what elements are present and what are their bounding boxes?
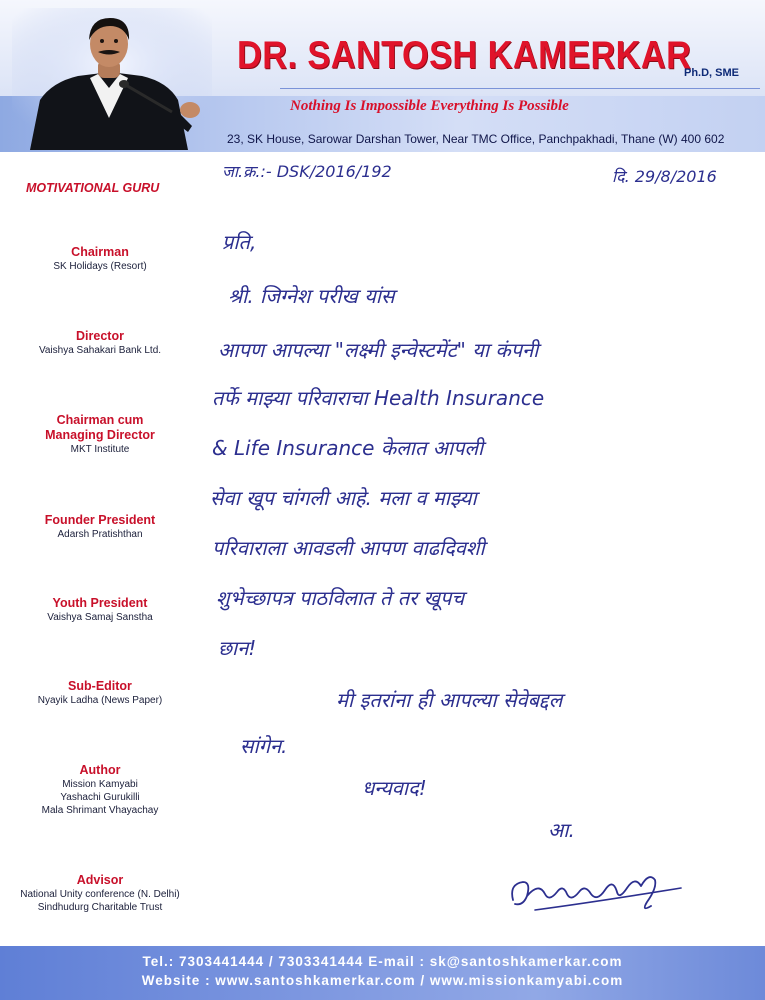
role-org: Nyayik Ladha (News Paper) <box>37 695 163 706</box>
letter-thanks: धन्यवाद! <box>362 776 427 800</box>
letterhead-footer <box>0 946 765 1000</box>
role-org: Vaishya Sahakari Bank Ltd. <box>38 345 162 356</box>
role-title: Author <box>79 763 121 777</box>
letterhead-degree: Ph.D, SME <box>684 67 740 79</box>
role-title: Advisor <box>76 873 124 887</box>
role-managing-director <box>0 413 205 456</box>
letter-body-line: मी इतरांना ही आपल्या सेवेबद्दल <box>336 688 563 712</box>
handwritten-signature <box>505 862 685 918</box>
role-title: Chairman <box>71 245 129 259</box>
role-advisor <box>0 873 205 914</box>
letter-body-line: छान! <box>218 636 257 660</box>
role-org: MKT Institute <box>70 444 130 455</box>
role-title: Director <box>76 329 124 343</box>
role-sub-editor <box>0 679 205 707</box>
letter-body-line: सांगेन. <box>240 734 288 758</box>
role-org: SK Holidays (Resort) <box>53 261 147 272</box>
role-title: Sub-Editor <box>68 679 132 693</box>
footer-contact-line: Tel.: 7303441444 / 7303341444 E-mail : sk@santoshkamerkar.com <box>142 954 623 969</box>
letter-body-line: & Life Insurance केलात आपली <box>212 436 484 460</box>
book-title: Mission Kamyabi <box>62 779 138 790</box>
letter-body-line: शुभेच्छापत्र पाठविलात ते तर खूपच <box>216 586 465 610</box>
letterhead-address: 23, SK House, Sarowar Darshan Tower, Near TMC Office, Panchpakhadi, Thane (W) 400 602 <box>227 132 725 146</box>
credentials-sidebar <box>0 160 200 940</box>
letter-body-line: सेवा खूप चांगली आहे. मला व माझ्या <box>210 486 477 510</box>
role-org: Sindhudurg Charitable Trust <box>37 902 163 913</box>
role-title: Youth President <box>52 596 148 610</box>
role-title-line2: Managing Director <box>45 428 155 442</box>
role-title: Chairman cum <box>56 413 144 427</box>
letterhead-header <box>0 0 765 152</box>
role-title: Founder President <box>44 513 156 527</box>
role-founder-president <box>0 513 205 541</box>
speaker-portrait-image <box>12 8 212 150</box>
letterhead-tagline: Nothing Is Impossible Everything Is Possible <box>290 98 569 114</box>
letter-date: दि. 29/8/2016 <box>612 167 717 186</box>
letter-body-line: परिवाराला आवडली आपण वाढदिवशी <box>212 536 485 560</box>
letter-body-line: तर्फे माझ्या परिवाराचा Health Insurance <box>212 386 545 410</box>
sidebar-heading: MOTIVATIONAL GURU <box>26 181 160 195</box>
role-director <box>0 329 205 357</box>
letter-recipient: श्री. जिग्नेश परीख यांस <box>228 284 395 308</box>
role-youth-president <box>0 596 205 624</box>
book-title: Yashachi Gurukilli <box>60 792 140 803</box>
book-title: Mala Shrimant Vhayachay <box>41 805 159 816</box>
role-chairman <box>0 245 205 273</box>
role-author <box>0 763 205 817</box>
letter-salutation: प्रति, <box>222 230 257 254</box>
role-org: Vaishya Samaj Sanstha <box>47 612 153 623</box>
letter-closing: आ. <box>548 818 575 842</box>
header-divider <box>280 88 760 89</box>
letter-body-line: आपण आपल्या "लक्ष्मी इन्वेस्टमेंट" या कंपनी <box>218 338 539 362</box>
role-org: National Unity conference (N. Delhi) <box>20 889 180 900</box>
footer-website-line: Website : www.santoshkamerkar.com / www.missionkamyabi.com <box>141 973 624 988</box>
letterhead-name: DR. SANTOSH KAMERKAR <box>237 34 692 77</box>
role-org: Adarsh Pratishthan <box>57 529 143 540</box>
letter-reference-number: जा.क्र.:- DSK/2016/192 <box>222 162 392 181</box>
